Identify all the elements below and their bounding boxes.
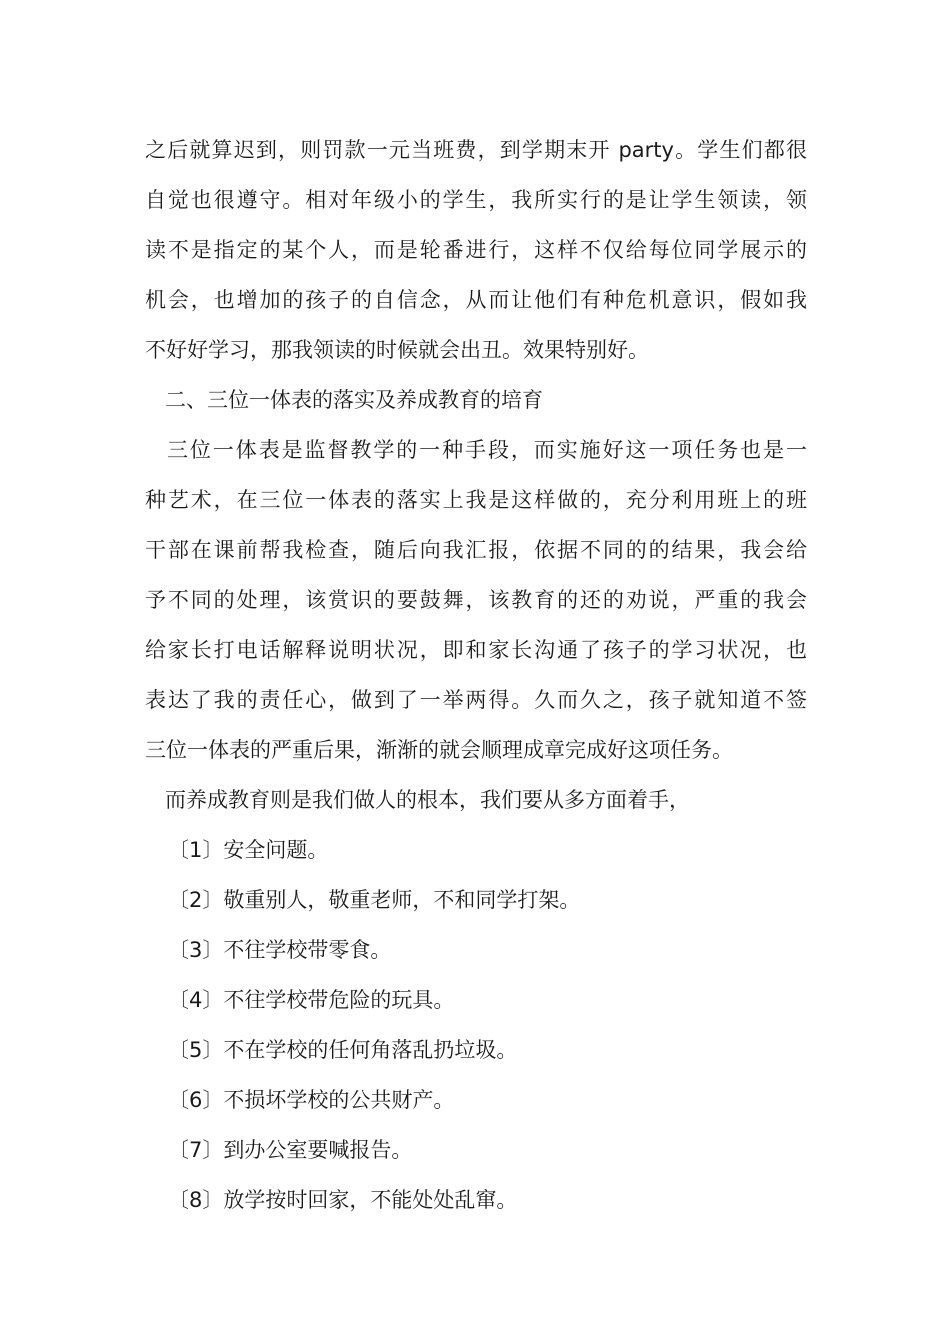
list-item: 〔2〕敬重别人，敬重老师，不和同学打架。 xyxy=(168,888,581,912)
paragraph-line: 机会，也增加的孩子的自信念，从而让他们有种危机意识，假如我 xyxy=(145,288,807,312)
paragraph-line: 干部在课前帮我检查，随后向我汇报，依据不同的的结果，我会给 xyxy=(145,538,807,562)
list-item: 〔3〕不往学校带零食。 xyxy=(168,938,392,962)
paragraph-line: 不好好学习，那我领读的时候就会出丑。效果特别好。 xyxy=(145,338,649,362)
list-item: 〔5〕不在学校的任何角落乱扔垃圾。 xyxy=(168,1038,518,1062)
paragraph-line: 三位一体表的严重后果，渐渐的就会顺理成章完成好这项任务。 xyxy=(145,738,733,762)
paragraph-line: 表达了我的责任心，做到了一举两得。久而久之，孩子就知道不签 xyxy=(145,688,807,712)
paragraph-line: 三位一体表是监督教学的一种手段，而实施好这一项任务也是一 xyxy=(167,438,807,462)
list-item: 〔4〕不往学校带危险的玩具。 xyxy=(168,988,455,1012)
paragraph-line: 而养成教育则是我们做人的根本，我们要从多方面着手， xyxy=(165,788,690,812)
list-item: 〔1〕安全问题。 xyxy=(168,838,329,862)
list-item: 〔6〕不损坏学校的公共财产。 xyxy=(168,1088,455,1112)
paragraph-line: 予不同的处理，该赏识的要鼓舞，该教育的还的劝说，严重的我会 xyxy=(145,588,807,612)
section-heading: 二、三位一体表的落实及养成教育的培育 xyxy=(165,388,543,412)
list-item: 〔7〕到办公室要喊报告。 xyxy=(168,1138,413,1162)
paragraph-line: 之后就算迟到，则罚款一元当班费，到学期末开 party。学生们都很 xyxy=(145,138,807,162)
paragraph-line: 种艺术，在三位一体表的落实上我是这样做的，充分利用班上的班 xyxy=(145,488,807,512)
list-item: 〔8〕放学按时回家，不能处处乱窜。 xyxy=(168,1188,518,1212)
paragraph-line: 自觉也很遵守。相对年级小的学生，我所实行的是让学生领读，领 xyxy=(145,188,807,212)
paragraph-line: 给家长打电话解释说明状况，即和家长沟通了孩子的学习状况，也 xyxy=(145,638,807,662)
paragraph-line: 读不是指定的某个人，而是轮番进行，这样不仅给每位同学展示的 xyxy=(145,238,807,262)
